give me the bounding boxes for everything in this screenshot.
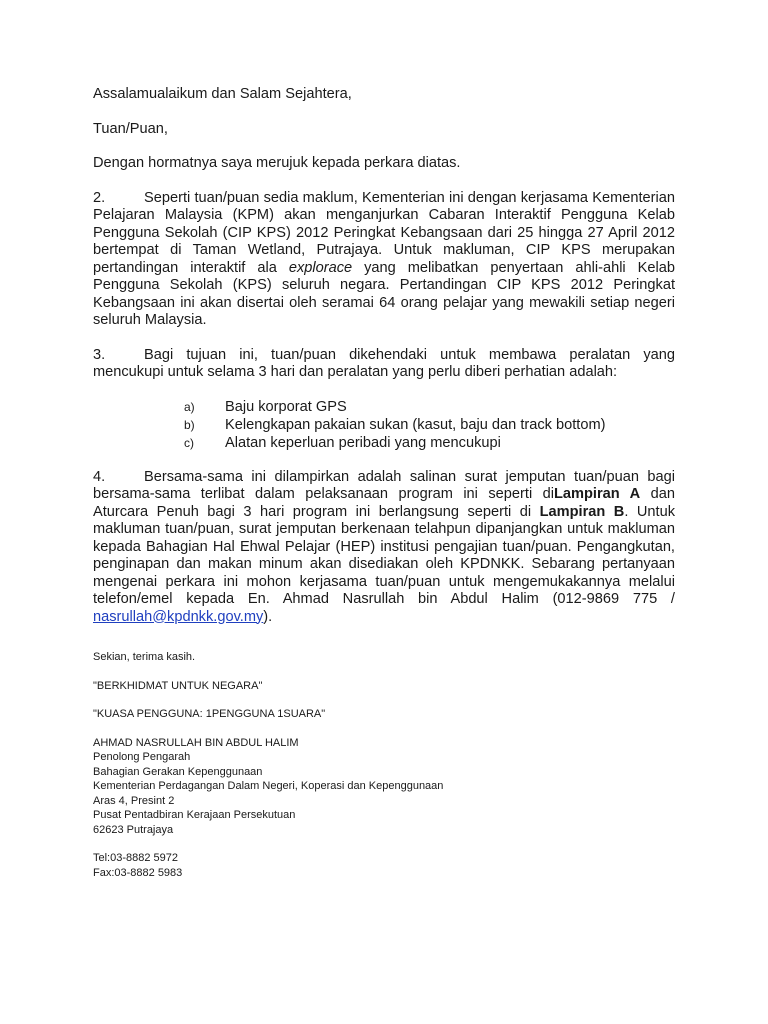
- address-centre: Pusat Pentadbiran Kerajaan Persekutuan: [93, 809, 296, 821]
- paragraph-3: [93, 347, 675, 382]
- signatory-name: AHMAD NASRULLAH BIN ABDUL HALIM: [93, 736, 299, 749]
- signatory-title: Penolong Pengarah: [93, 751, 191, 763]
- list-item-text: Kelengkapan pakaian sukan (kasut, baju dan track bottom): [225, 416, 606, 433]
- paragraph-4-text-c: . Untuk makluman tuan/puan, surat jemputan berkenaan telahpun dipanjangkan untuk makluman kepada Bahagian Hal Ehwal Pelajar (HEP) institusi pengajian tuan/puan. Pengangkutan, penginapan dan makan minum akan disediakan oleh KPDNKK. Sebarang pertanyaan mengenai perkara ini mohon kerjasama tuan/puan untuk mengemukakannya melalui telefon/emel kepada En. Ahmad Nasrullah bin Abdul Halim (012-9869 775 /: [93, 503, 676, 607]
- closing: Sekian, terima kasih.: [93, 651, 196, 663]
- email-link[interactable]: nasrullah@kpdnkk.gov.my: [93, 608, 264, 625]
- address-postcode: 62623 Putrajaya: [93, 823, 174, 836]
- equipment-list: [93, 398, 675, 452]
- signature-block: [93, 736, 675, 881]
- list-item: [93, 416, 675, 434]
- list-item-label: b): [184, 417, 195, 432]
- paragraph-3-text: Bagi tujuan ini, tuan/puan dikehendaki untuk membawa peralatan yang mencukupi untuk selama 3 hari dan peralatan yang perlu diberi perhatian adalah:: [93, 346, 675, 380]
- list-item-label: c): [184, 435, 194, 450]
- greeting: Assalamualaikum dan Salam Sejahtera,: [93, 86, 352, 102]
- signatory-division: Bahagian Gerakan Kepenggunaan: [93, 765, 263, 778]
- paragraph-2-text-a: Seperti tuan/puan sedia maklum, Kementerian ini dengan kerjasama Kementerian Pelajaran Malaysia (KPM) akan menganjurkan Cabaran Interaktif Pengguna Kelab Pengguna Sekolah (CIP KPS) 2012 Peringkat Kebangsaan dari 25 hingga 27 April 2012 bertempat di Taman Wetland, Putrajaya. Untuk makluman, CIP KPS merupakan pertandingan interaktif ala: [93, 189, 675, 276]
- signatory-ministry: Kementerian Perdagangan Dalam Negeri, Koperasi dan Kepenggunaan: [93, 780, 444, 792]
- salutation: Tuan/Puan,: [93, 120, 168, 137]
- lampiran-a: Lampiran A: [554, 486, 641, 502]
- paragraph-3-number: 3.: [93, 346, 106, 363]
- opening-sentence: Dengan hormatnya saya merujuk kepada perkara diatas.: [93, 155, 461, 171]
- paragraph-2: [93, 190, 675, 330]
- motto-2: "KUASA PENGGUNA: 1PENGGUNA 1SUARA": [93, 708, 326, 720]
- paragraph-2-italic: explorace: [288, 259, 353, 276]
- address-floor: Aras 4, Presint 2: [93, 794, 175, 807]
- paragraph-4-number: 4.: [93, 468, 106, 485]
- telephone: Tel:03-8882 5972: [93, 852, 179, 864]
- list-item-text: Alatan keperluan peribadi yang mencukupi: [225, 434, 501, 451]
- paragraph-4-text-d: ).: [263, 608, 273, 625]
- letter-body: [93, 86, 675, 880]
- paragraph-4-text-b: dan Aturcara Penuh bagi 3 hari program ini berlangsung seperti di: [93, 486, 675, 520]
- list-item: [93, 434, 675, 452]
- paragraph-4-text-a: Bersama-sama ini dilampirkan adalah salinan surat jemputan tuan/puan bagi bersama-sama terlibat dalam pelaksanaan program ini seperti di: [93, 468, 675, 502]
- paragraph-2-number: 2.: [93, 189, 106, 206]
- motto-1: "BERKHIDMAT UNTUK NEGARA": [93, 679, 263, 692]
- paragraph-2-text-b: yang melibatkan penyertaan ahli-ahli Kelab Pengguna Sekolah (KPS) seluruh negara. Pertandingan CIP KPS 2012 Peringkat Kebangsaan ini akan disertai oleh seramai 64 orang pelajar yang mewakili setiap negeri seluruh Malaysia.: [93, 259, 676, 328]
- list-item-text: Baju korporat GPS: [225, 398, 347, 415]
- fax: Fax:03-8882 5983: [93, 866, 183, 879]
- lampiran-b: Lampiran B: [539, 503, 625, 520]
- list-item-label: a): [184, 399, 195, 414]
- paragraph-4: [93, 469, 675, 627]
- list-item: [93, 398, 675, 416]
